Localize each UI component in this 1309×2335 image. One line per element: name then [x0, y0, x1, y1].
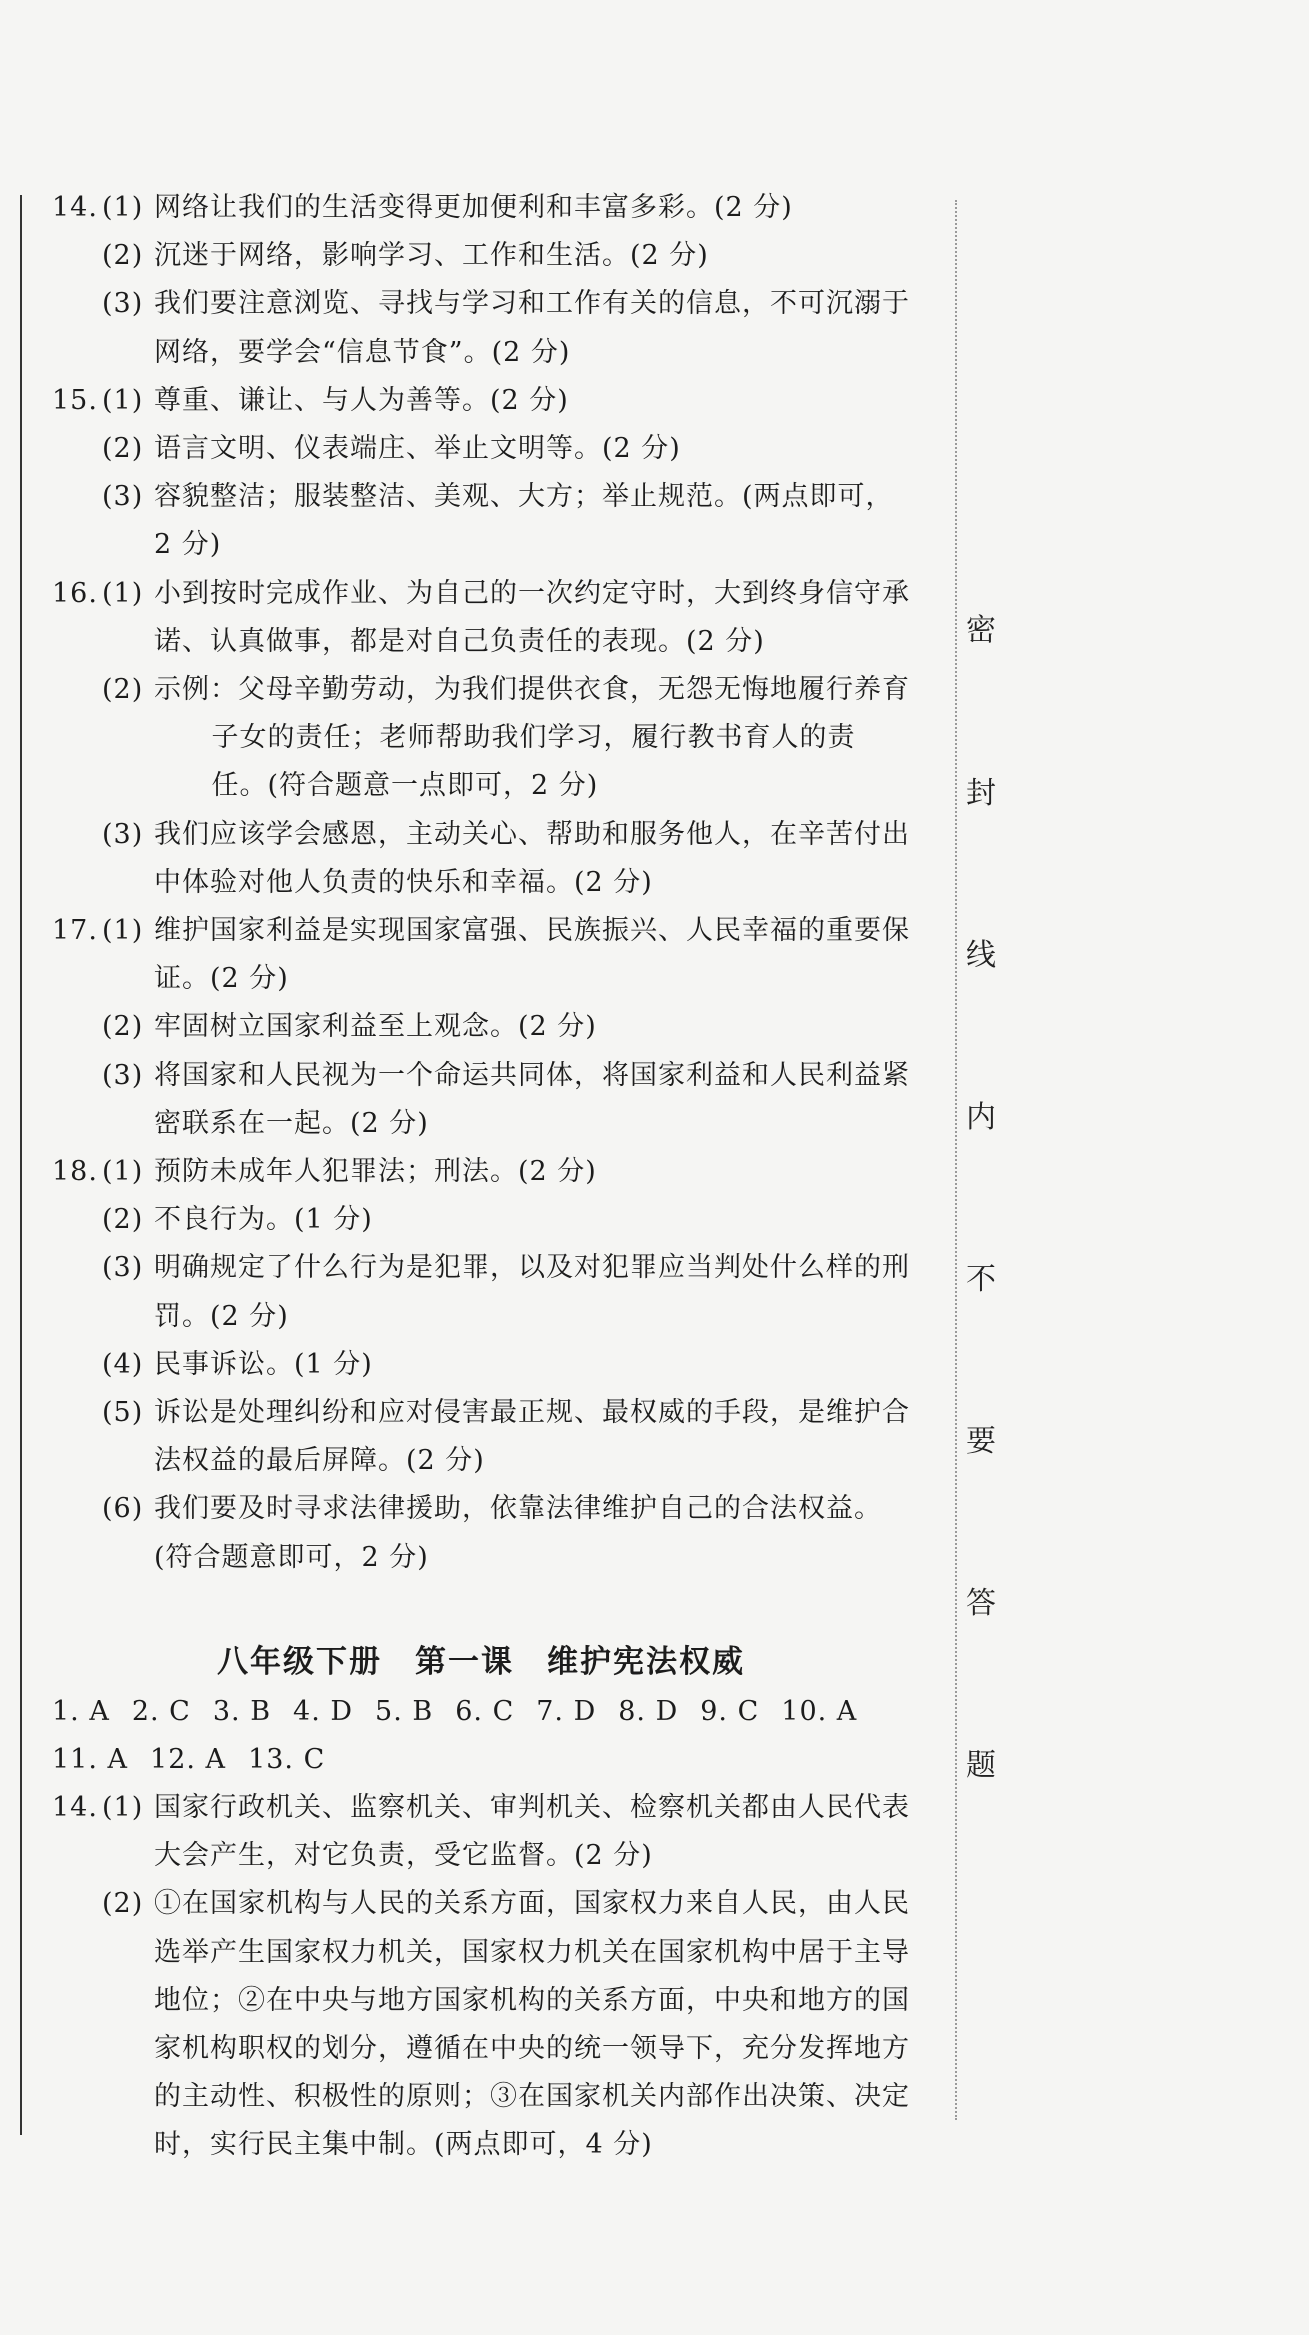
answer-line — [52, 622, 765, 662]
sub-question-number: (3) — [102, 1252, 144, 1284]
answer-text: 诉讼是处理纠纷和应对侵害最正规、最权威的手段，是维护合 — [154, 1397, 910, 1428]
answer-line — [52, 574, 910, 614]
sub-question-number: (2) — [102, 1204, 144, 1236]
answer-text: 语言文明、仪表端庄、举止文明等。(2 分) — [154, 433, 681, 464]
answer-line — [52, 477, 894, 517]
sub-question-number: (1) — [102, 1156, 144, 1187]
choice-answer: 3. B — [212, 1696, 272, 1727]
choice-answer: 6. C — [455, 1696, 515, 1727]
answer-line — [52, 429, 681, 469]
sub-question-number: (3) — [102, 288, 144, 320]
question-number: 18. — [52, 1156, 98, 1187]
answer-text: 选举产生国家权力机关，国家权力机关在国家机构中居于主导 — [154, 1936, 910, 1968]
answer-line — [52, 1345, 373, 1385]
answer-line — [52, 236, 709, 276]
answer-text: 子女的责任；老师帮助我们学习，履行教书育人的责 — [154, 722, 856, 754]
answer-line — [52, 2077, 910, 2117]
answer-text: 诺、认真做事，都是对自己负责任的表现。(2 分) — [154, 625, 765, 657]
section-title: 八年级下册 第一课 维护宪法权威 — [217, 1644, 745, 1680]
sub-question-number: (3) — [102, 481, 144, 513]
answer-line — [52, 1489, 882, 1529]
sub-question-number: (1) — [102, 192, 144, 223]
sub-question-number: (3) — [102, 1059, 144, 1091]
question-number: 17. — [52, 915, 98, 946]
answer-line — [52, 1393, 910, 1433]
sub-question-number: (2) — [102, 1888, 144, 1920]
answer-line — [52, 2029, 910, 2069]
choice-answer: 8. D — [618, 1696, 679, 1727]
seal-char: 封 — [966, 776, 996, 811]
answer-text: (符合题意即可，2 分) — [154, 1541, 429, 1573]
sub-question-number: (1) — [102, 577, 144, 609]
answer-line — [52, 670, 910, 710]
answer-text: 罚。(2 分) — [154, 1300, 289, 1332]
sub-question-number: (1) — [102, 384, 144, 416]
answer-text: 大会产生，对它负责，受它监督。(2 分) — [154, 1840, 653, 1872]
answer-text: 维护国家利益是实现国家富强、民族振兴、人民幸福的重要保 — [154, 915, 910, 946]
choice-answers-row-1 — [52, 1692, 879, 1732]
choice-answer: 2. C — [131, 1696, 191, 1727]
answer-text: 地位；②在中央与地方国家机构的关系方面，中央和地方的国 — [154, 1984, 910, 2016]
sub-question-number: (5) — [102, 1397, 144, 1428]
answer-text: 容貌整洁；服装整洁、美观、大方；举止规范。(两点即可， — [154, 481, 894, 513]
answer-line — [52, 1538, 429, 1578]
seal-char: 答 — [966, 1586, 996, 1621]
choice-answer: 11. A — [52, 1744, 129, 1775]
choice-answers-row-2 — [52, 1740, 347, 1780]
sub-question-number: (4) — [102, 1348, 144, 1380]
answer-text: 网络让我们的生活变得更加便利和丰富多彩。(2 分) — [154, 192, 793, 223]
answer-text: 我们要注意浏览、寻找与学习和工作有关的信息，不可沉溺于 — [154, 288, 910, 320]
answer-text: 明确规定了什么行为是犯罪，以及对犯罪应当判处什么样的刑 — [154, 1252, 910, 1284]
question-number: 14. — [52, 1792, 98, 1823]
sub-question-number: (1) — [102, 915, 144, 946]
answer-text: 密联系在一起。(2 分) — [154, 1107, 429, 1139]
sub-question-number: (1) — [102, 1792, 144, 1823]
sub-question-number: (3) — [102, 818, 144, 850]
answer-text: 我们要及时寻求法律援助，依靠法律维护自己的合法权益。 — [154, 1493, 882, 1525]
choice-answer: 10. A — [781, 1696, 858, 1727]
answer-text: 将国家和人民视为一个命运共同体，将国家利益和人民利益紧 — [154, 1059, 910, 1091]
answer-text: 尊重、谦让、与人为善等。(2 分) — [154, 384, 569, 416]
choice-answer: 12. A — [150, 1744, 227, 1775]
choice-answer: 4. D — [293, 1696, 354, 1727]
answer-line — [52, 2125, 653, 2165]
answer-line — [52, 815, 910, 855]
sub-question-number: (2) — [102, 1011, 144, 1043]
answer-line — [52, 718, 856, 758]
answer-line — [52, 863, 653, 903]
question-number: 14. — [52, 192, 98, 223]
seal-char: 不 — [966, 1262, 996, 1297]
answer-line — [52, 1104, 429, 1144]
answer-text: 网络，要学会“信息节食”。(2 分) — [154, 336, 571, 368]
answer-line — [52, 1441, 485, 1481]
answer-line — [52, 911, 910, 951]
choice-answer: 1. A — [52, 1696, 110, 1727]
answer-text: 预防未成年人犯罪法；刑法。(2 分) — [154, 1156, 597, 1187]
answer-line — [52, 1248, 910, 1288]
question-number: 16. — [52, 577, 98, 609]
answer-line — [52, 1884, 910, 1924]
seal-char: 内 — [966, 1100, 996, 1135]
choice-answer: 7. D — [536, 1696, 597, 1727]
answer-line — [52, 188, 793, 228]
answer-text: ①在国家机构与人民的关系方面，国家权力来自人民，由人民 — [154, 1888, 910, 1920]
answer-line — [52, 1981, 910, 2021]
answer-line — [52, 959, 289, 999]
answer-text: 任。(符合题意一点即可，2 分) — [154, 770, 599, 802]
seal-char: 线 — [966, 938, 996, 973]
answer-line — [52, 1007, 597, 1047]
answer-line — [52, 1152, 597, 1192]
left-border-line — [20, 195, 22, 2135]
answer-line — [52, 333, 570, 373]
answer-text: 时，实行民主集中制。(两点即可，4 分) — [154, 2129, 653, 2161]
answer-text: 家机构职权的划分，遵循在中央的统一领导下，充分发挥地方 — [154, 2033, 910, 2064]
answer-line — [52, 525, 221, 565]
answer-line — [52, 1297, 289, 1337]
answer-line — [52, 1056, 910, 1096]
sub-question-number: (6) — [102, 1493, 144, 1525]
seal-char: 要 — [966, 1424, 996, 1459]
seal-dotted-line — [955, 200, 957, 2120]
answer-text: 中体验对他人负责的快乐和幸福。(2 分) — [154, 866, 653, 898]
answer-line — [52, 1836, 653, 1876]
seal-char: 题 — [966, 1748, 996, 1783]
sub-question-number: (2) — [102, 674, 144, 705]
sub-question-number: (2) — [102, 433, 144, 464]
choice-answer: 5. B — [375, 1696, 434, 1727]
answer-line — [52, 766, 598, 806]
answer-text: 2 分) — [154, 529, 222, 561]
sub-question-number: (2) — [102, 240, 144, 272]
answer-text: 我们应该学会感恩，主动关心、帮助和服务他人，在辛苦付出 — [154, 818, 910, 850]
answer-text: 不良行为。(1 分) — [154, 1204, 373, 1236]
question-number: 15. — [52, 384, 98, 416]
answer-text: 小到按时完成作业、为自己的一次约定守时，大到终身信守承 — [154, 577, 910, 609]
answer-text: 示例：父母辛勤劳动，为我们提供衣食，无怨无悔地履行养育 — [154, 674, 910, 705]
answer-line — [52, 1933, 910, 1973]
answer-line — [52, 381, 569, 421]
answer-text: 牢固树立国家利益至上观念。(2 分) — [154, 1011, 597, 1043]
choice-answer: 13. C — [248, 1744, 326, 1775]
answer-text: 的主动性、积极性的原则；③在国家机关内部作出决策、决定 — [154, 2081, 910, 2113]
answer-text: 证。(2 分) — [154, 963, 289, 995]
seal-char: 密 — [966, 613, 996, 648]
answer-line — [52, 1788, 910, 1828]
answer-line — [52, 284, 910, 324]
choice-answer: 9. C — [700, 1696, 760, 1727]
answer-line — [52, 1200, 373, 1240]
answer-text: 沉迷于网络，影响学习、工作和生活。(2 分) — [154, 240, 709, 272]
answer-text: 法权益的最后屏障。(2 分) — [154, 1445, 485, 1477]
answer-text: 民事诉讼。(1 分) — [154, 1348, 373, 1380]
answer-text: 国家行政机关、监察机关、审判机关、检察机关都由人民代表 — [154, 1792, 910, 1823]
